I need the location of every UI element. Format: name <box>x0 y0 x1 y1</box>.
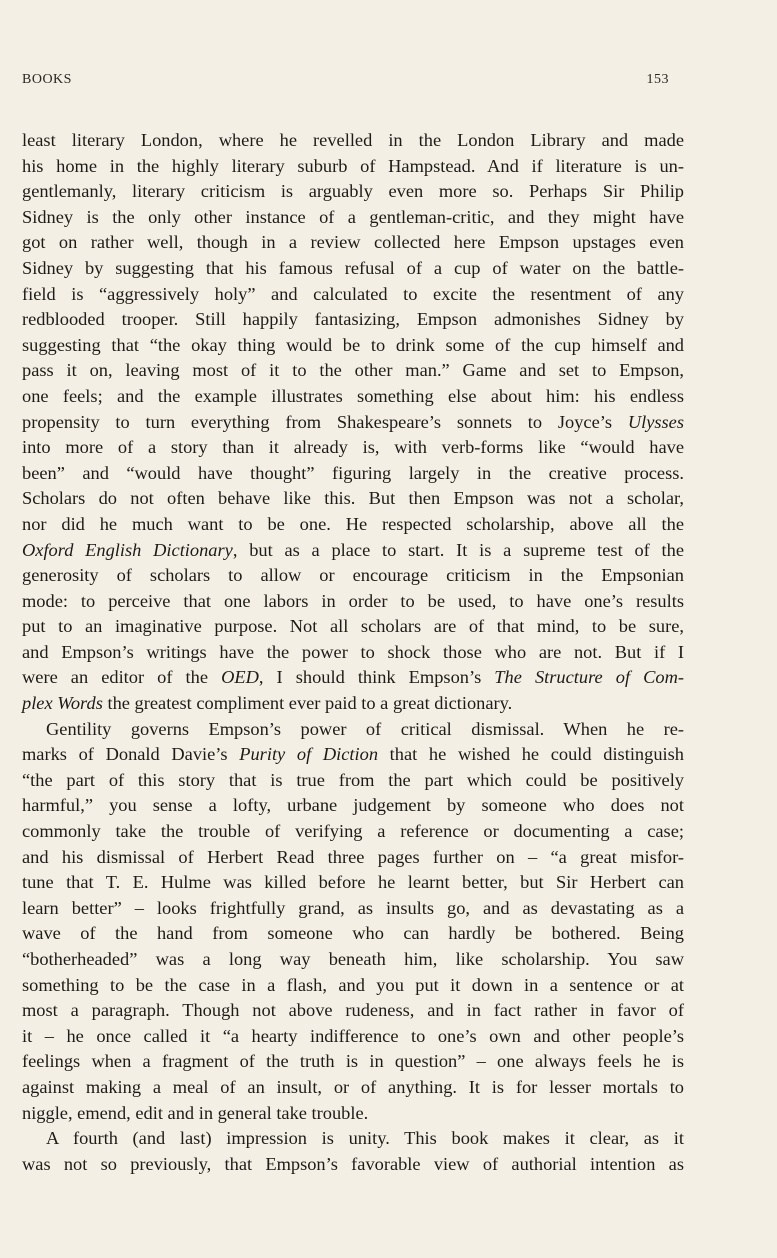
text-line <box>22 768 684 794</box>
text-line <box>22 717 684 743</box>
text-line <box>22 307 684 333</box>
text-run: Sidney by suggesting that his famous refusal of a cup of water on the battle- <box>22 257 684 278</box>
text-line <box>22 973 684 999</box>
text-line <box>22 1024 684 1050</box>
text-line <box>22 179 684 205</box>
text-run: niggle, emend, edit and in general take trouble. <box>22 1102 369 1123</box>
text-line <box>22 665 684 691</box>
text-run: pass it on, leaving most of it to the other man.” Game and set to Empson, <box>22 360 684 381</box>
text-run: suggesting that “the okay thing would be to drink some of the cup himself and <box>22 334 684 355</box>
text-run: , I should think Empson’s <box>258 667 495 688</box>
text-run: propensity to turn everything from Shakespeare’s sonnets to Joyce’s <box>22 411 628 432</box>
text-run: the greatest compliment ever paid to a great dictionary. <box>102 693 513 714</box>
text-line <box>22 742 684 768</box>
text-run: , but as a place to start. It is a supreme test of the <box>232 539 684 560</box>
text-line <box>22 410 684 436</box>
paragraph <box>22 1126 684 1177</box>
text-line <box>22 563 684 589</box>
text-run: that he wished he could distinguish <box>378 744 684 765</box>
text-line <box>22 640 684 666</box>
text-run: learn better” – looks frightfully grand, as insults go, and as devastating as a <box>22 897 684 918</box>
italic-title: plex Words <box>22 693 103 714</box>
text-line <box>22 358 684 384</box>
text-run: harmful,” you sense a lofty, urbane judgement by someone who does not <box>22 795 684 816</box>
text-run: put to an imaginative purpose. Not all scholars are of that mind, to be sure, <box>22 616 684 637</box>
text-line <box>22 128 684 154</box>
text-line <box>22 896 684 922</box>
text-run: Scholars do not often behave like this. But then Empson was not a scholar, <box>22 488 684 509</box>
text-run: his home in the highly literary suburb of Hampstead. And if literature is un- <box>22 155 684 176</box>
text-run: least literary London, where he revelled in the London Library and made <box>22 130 684 150</box>
paragraph <box>22 717 684 1127</box>
text-run: got on rather well, though in a review collected here Empson upstages even <box>22 232 684 253</box>
text-line <box>22 1152 684 1178</box>
text-run: commonly take the trouble of verifying a reference or documenting a case; <box>22 821 684 842</box>
text-run: redblooded trooper. Still happily fantasizing, Empson admonishes Sidney by <box>22 309 684 330</box>
text-line <box>22 589 684 615</box>
running-head <box>22 72 669 88</box>
text-line <box>22 461 684 487</box>
text-line <box>22 1101 684 1127</box>
text-line <box>22 819 684 845</box>
text-line <box>22 512 684 538</box>
text-run: field is “aggressively holy” and calculated to excite the resentment of any <box>22 283 684 304</box>
text-run: and Empson’s writings have the power to shock those who are not. But if I <box>22 641 684 662</box>
text-line <box>22 256 684 282</box>
text-run: been” and “would have thought” figuring largely in the creative process. <box>22 462 684 483</box>
body-text <box>22 128 684 1177</box>
text-run: one feels; and the example illustrates something else about him: his endless <box>22 385 684 406</box>
text-line <box>22 435 684 461</box>
text-line <box>22 230 684 256</box>
text-run: A fourth (and last) impression is unity. This book makes it clear, as it <box>46 1128 684 1149</box>
text-line <box>22 870 684 896</box>
text-line <box>22 691 684 717</box>
page-number: 153 <box>646 72 669 87</box>
text-run: “botherheaded” was a long way beneath him, like scholarship. You saw <box>22 949 684 969</box>
section-title: BOOKS <box>22 72 72 87</box>
text-run: something to be the case in a flash, and you put it down in a sentence or at <box>22 974 684 995</box>
italic-title: Oxford English Dictionary <box>22 539 233 560</box>
text-run: into more of a story than it already is, with verb-forms like “would have <box>22 437 684 458</box>
text-run: tune that T. E. Hulme was killed before he learnt better, but Sir Herbert can <box>22 872 684 893</box>
text-run: “the part of this story that is true from the part which could be positively <box>22 769 684 790</box>
text-run: and his dismissal of Herbert Read three pages further on – “a great misfor- <box>22 846 684 867</box>
text-line <box>22 486 684 512</box>
text-line <box>22 1049 684 1075</box>
text-line <box>22 998 684 1024</box>
text-line <box>22 282 684 308</box>
text-run: feelings when a fragment of the truth is in question” – one always feels he is <box>22 1051 684 1072</box>
text-line <box>22 793 684 819</box>
italic-title: OED <box>221 667 259 688</box>
text-line <box>22 384 684 410</box>
text-run: nor did he much want to be one. He respected scholarship, above all the <box>22 513 684 534</box>
text-run: marks of Donald Davie’s <box>22 744 240 765</box>
text-line <box>22 154 684 180</box>
text-line <box>22 1126 684 1152</box>
text-line <box>22 205 684 231</box>
text-line <box>22 538 684 564</box>
text-line <box>22 1075 684 1101</box>
italic-title: Purity of Diction <box>239 744 379 765</box>
paragraph <box>22 128 684 717</box>
italic-title: Ulysses <box>627 411 684 432</box>
text-line <box>22 947 684 973</box>
text-run: were an editor of the <box>22 667 222 688</box>
text-line <box>22 333 684 359</box>
text-run: mode: to perceive that one labors in order to be used, to have one’s results <box>22 590 684 611</box>
text-run: Gentility governs Empson’s power of critical dismissal. When he re- <box>46 718 684 739</box>
text-run: it – he once called it “a hearty indifference to one’s own and other people’s <box>22 1025 684 1046</box>
text-line <box>22 845 684 871</box>
text-run: most a paragraph. Though not above rudeness, and in fact rather in favor of <box>22 1000 684 1021</box>
text-run: generosity of scholars to allow or encourage criticism in the Empsonian <box>22 565 684 586</box>
text-line <box>22 614 684 640</box>
text-run: against making a meal of an insult, or of anything. It is for lesser mortals to <box>22 1076 684 1097</box>
text-run: wave of the hand from someone who can hardly be bothered. Being <box>22 923 684 944</box>
text-run: was not so previously, that Empson’s favorable view of authorial intention as <box>22 1153 684 1174</box>
text-line <box>22 921 684 947</box>
text-run: gentlemanly, literary criticism is arguably even more so. Perhaps Sir Philip <box>22 181 684 202</box>
text-run: Sidney is the only other instance of a gentleman-critic, and they might have <box>22 206 684 227</box>
italic-title: The Structure of Com- <box>494 667 684 688</box>
